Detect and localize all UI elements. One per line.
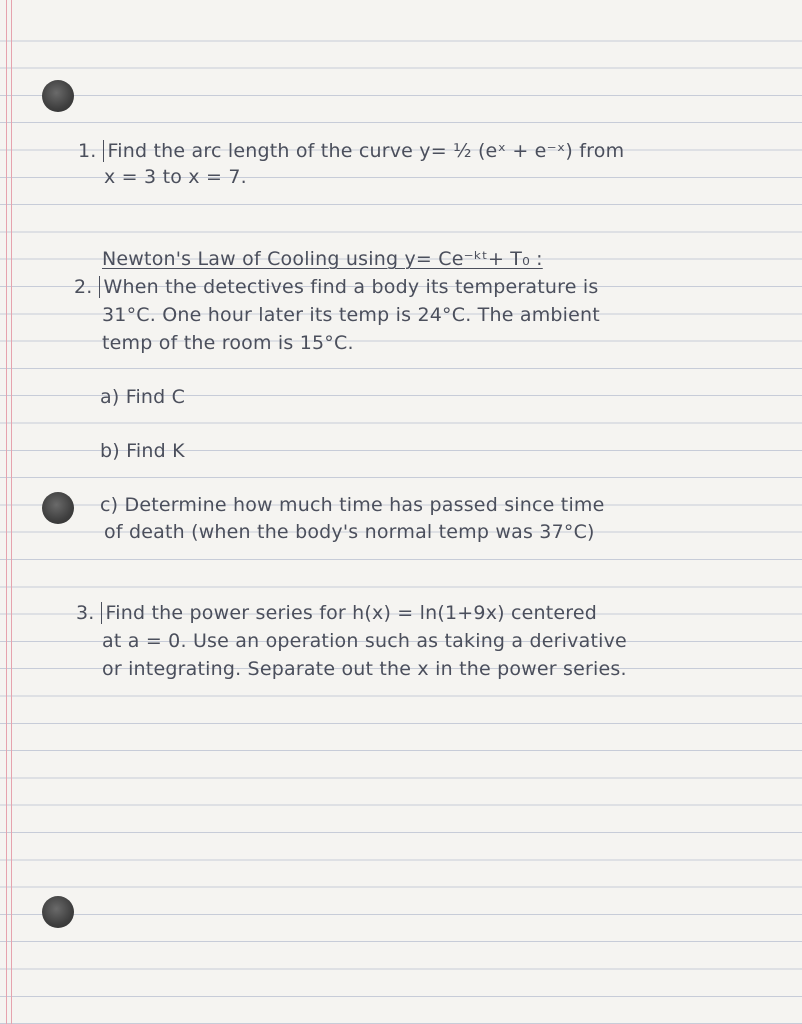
binder-hole (42, 896, 74, 928)
problem-1-line-2: x = 3 to x = 7. (104, 166, 247, 188)
problem-3-line-3: or integrating. Separate out the x in the power series. (102, 658, 627, 680)
problem-2a: a) Find C (100, 386, 186, 408)
problem-2-line-1 (74, 276, 598, 298)
problem-2-text: When the detectives find a body its temperature is (103, 276, 599, 298)
problem-1-number: 1. (78, 140, 104, 162)
problem-3-text: Find the power series for h(x) = ln(1+9x) centered (105, 602, 598, 624)
binder-hole (42, 492, 74, 524)
problem-2c-line-2: of death (when the body's normal temp was 37°C) (104, 521, 595, 543)
problem-1-text: Find the arc length of the curve y= ½ (eˣ + e⁻ˣ) from (107, 140, 625, 162)
problem-2-line-3: temp of the room is 15°C. (102, 332, 354, 354)
section-heading: Newton's Law of Cooling using y= Ce⁻ᵏᵗ+ T₀ : (102, 248, 543, 270)
margin-line (11, 0, 12, 1024)
problem-3-number: 3. (76, 602, 102, 624)
binder-hole (42, 80, 74, 112)
problem-2c-line-1: c) Determine how much time has passed since time (100, 494, 605, 516)
problem-2-line-2: 31°C. One hour later its temp is 24°C. The ambient (102, 304, 600, 326)
problem-2b: b) Find K (100, 440, 185, 462)
problem-3-line-1 (76, 602, 597, 624)
problem-3-line-2: at a = 0. Use an operation such as taking a derivative (102, 630, 627, 652)
problem-2-number: 2. (74, 276, 100, 298)
margin-line (6, 0, 7, 1024)
problem-1-line-1 (78, 140, 624, 162)
